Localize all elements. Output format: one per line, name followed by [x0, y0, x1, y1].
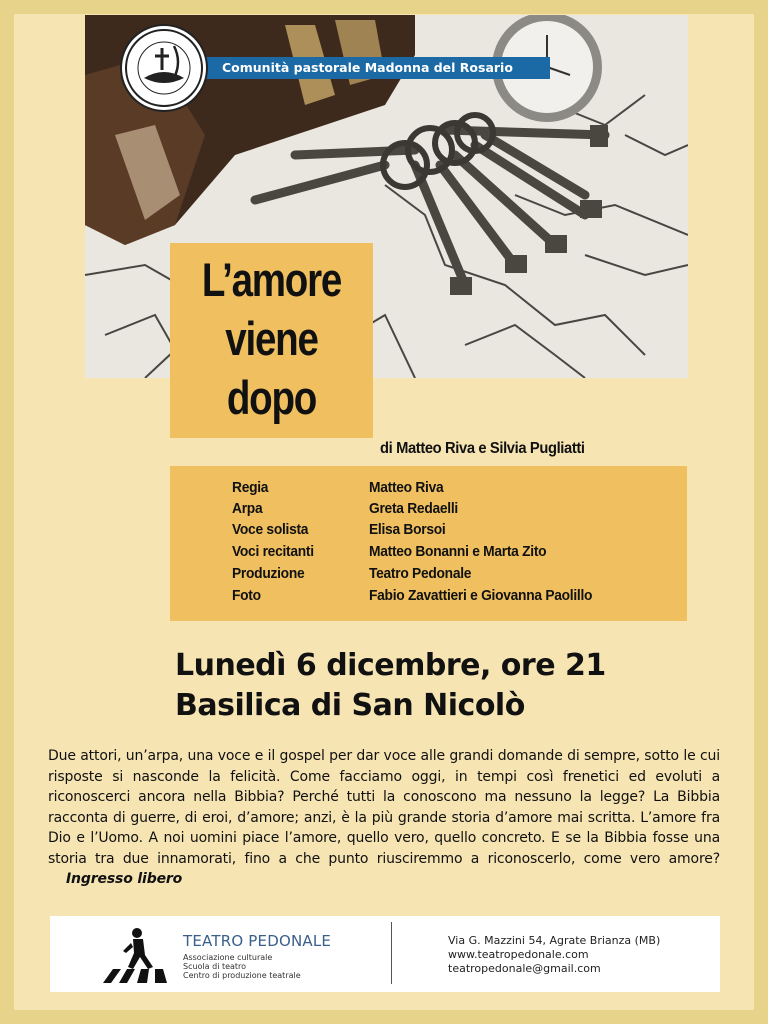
credit-row [232, 500, 662, 522]
credit-role: Voci recitanti [232, 543, 314, 560]
footer-panel [50, 916, 720, 992]
show-title-line: viene [225, 312, 318, 365]
credit-row [232, 479, 662, 501]
org-name: TEATRO PEDONALE [183, 932, 332, 950]
credit-name: Elisa Borsoi [369, 521, 446, 538]
show-title-line: dopo [226, 371, 317, 424]
show-authors: di Matteo Riva e Silvia Pugliatti [380, 440, 585, 457]
org-description-line: Scuola di teatro [183, 962, 247, 971]
show-title [170, 250, 373, 427]
credit-role: Regia [232, 479, 269, 496]
event-date: Lunedì 6 dicembre, ore 21 [175, 648, 606, 683]
org-description-line: Centro di produzione teatrale [183, 971, 301, 980]
credit-name: Matteo Riva [369, 479, 444, 496]
description-text: Due attori, un’arpa, una voce e il gospel per dar voce alle grandi domande di sempre, sotto le cui risposte si nasconde la felicità. Come facciamo oggi, in tempi così frenetici ed evoluti a riconoscerci ancora nella Bibbia? Perché tutti la conoscono ma nessuno la legge? La Bibbia racconta di guerre, di eroi, d’amore; anzi, è la più grande storia d’amore mai scritta. L’amore fra Dio e l’Uomo. A noi uomini piace l’amore, quello vero, quello concreto. E se la Bibbia fosse una storia tra due innamorati, fino a che punto riusciremmo a riconoscerlo, come vero amore? [48, 748, 720, 867]
community-name: Comunità pastorale Madonna del Rosario [222, 60, 513, 75]
event-place: Basilica di San Nicolò [175, 688, 525, 723]
credit-role: Foto [232, 587, 261, 604]
credit-row [232, 543, 662, 565]
address: Via G. Mazzini 54, Agrate Brianza (MB) [448, 934, 661, 947]
credit-role: Voce solista [232, 521, 309, 538]
credit-row [232, 565, 662, 587]
credit-name: Matteo Bonanni e Marta Zito [369, 543, 547, 560]
email-link[interactable]: teatropedonale@gmail.com [448, 962, 601, 975]
credit-name: Fabio Zavattieri e Giovanna Paolillo [369, 587, 593, 604]
credit-role: Arpa [232, 500, 263, 517]
pedestrian-crossing-logo-icon [103, 927, 173, 987]
org-description-line: Associazione culturale [183, 953, 273, 962]
credit-name: Greta Redaelli [369, 500, 458, 517]
show-title-line: L’amore [201, 253, 342, 306]
credit-name: Teatro Pedonale [369, 565, 472, 582]
pastoral-community-logo-icon [120, 24, 208, 112]
community-banner [188, 57, 550, 79]
event-description [48, 746, 720, 890]
credit-role: Produzione [232, 565, 305, 582]
credit-row [232, 587, 662, 609]
footer-divider [391, 922, 392, 984]
free-entry-note: Ingresso libero [66, 871, 183, 887]
credit-row [232, 521, 662, 543]
website-link[interactable]: www.teatropedonale.com [448, 948, 589, 961]
